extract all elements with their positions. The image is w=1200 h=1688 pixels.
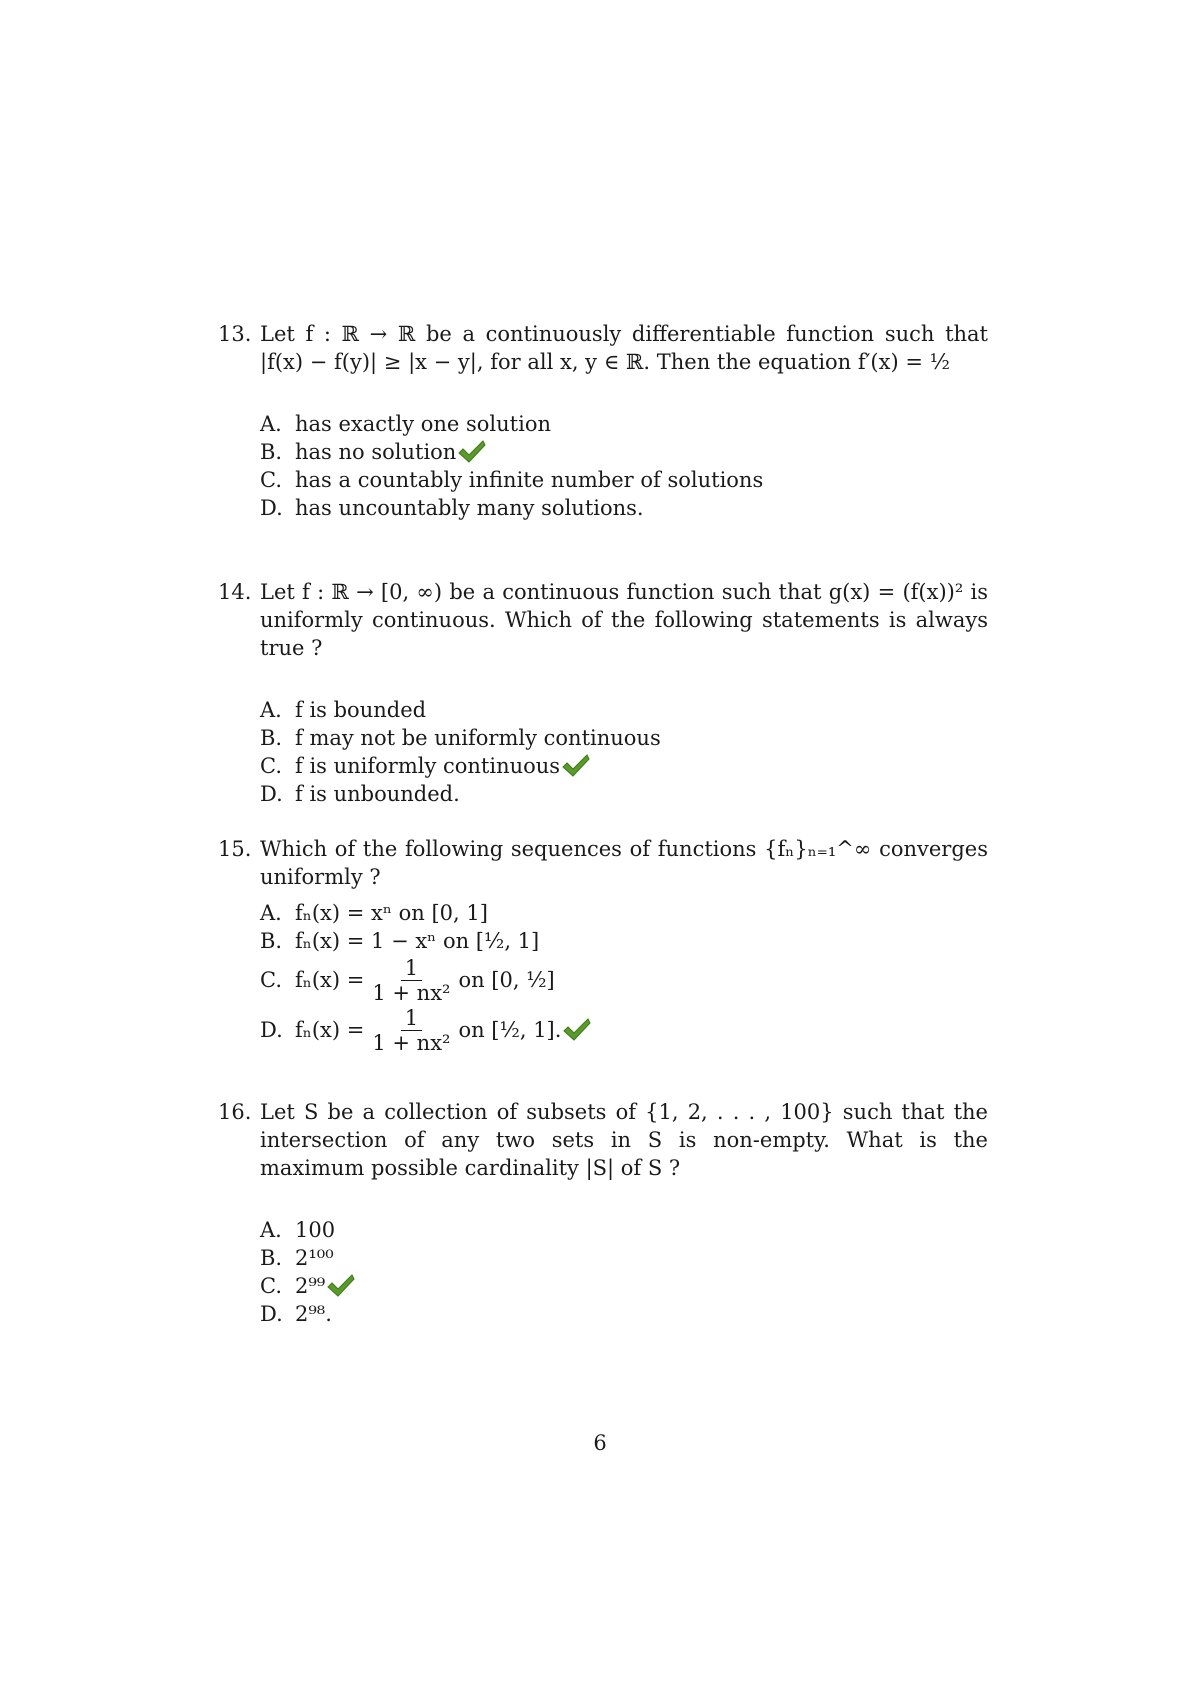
option-d[interactable]: D. fₙ(x) = $\frac{1}{\text{1 + nx²}}$ on [½, 1]. [260, 1005, 988, 1055]
question-15 [218, 835, 988, 1055]
question-number: 15. [218, 837, 252, 861]
option-a[interactable]: A. has exactly one solution [260, 412, 551, 436]
fraction: $\frac{1}{\text{1 + nx²}}$ [372, 1005, 451, 1055]
question-text: Let f : ℝ → ℝ be a continuously differentiable function such that |f(x) − f(y)| ≥ |x − y|, for all x, y ∈ ℝ. Then the equation f′(x) = ½ [260, 322, 988, 374]
checkmark-icon [326, 1273, 356, 1299]
option-a[interactable]: A. fₙ(x) = xⁿ on [0, 1] [260, 901, 488, 925]
question-text: Let f : ℝ → [0, ∞) be a continuous function such that g(x) = (f(x))² is uniformly continuous. Which of the following statements is always true ? [260, 580, 988, 660]
option-b[interactable]: B. 2¹⁰⁰ [260, 1246, 334, 1270]
question-14 [218, 578, 988, 808]
option-b[interactable]: B. has no solution [260, 438, 988, 466]
option-a[interactable]: A. 100 [260, 1218, 336, 1242]
options-list [260, 410, 988, 522]
options-list [260, 1216, 988, 1328]
option-b[interactable]: B. f may not be uniformly continuous [260, 726, 661, 750]
checkmark-icon [562, 1017, 592, 1043]
question-16 [218, 1098, 988, 1328]
fraction: $\frac{1}{\text{1 + nx²}}$ [372, 955, 451, 1005]
options-list [260, 899, 988, 1055]
question-number: 14. [218, 580, 252, 604]
options-list [260, 696, 988, 808]
option-c[interactable]: C. fₙ(x) = $\frac{1}{\text{1 + nx²}}$ on [0, ½] [260, 955, 555, 1005]
question-text: Let S be a collection of subsets of {1, 2, . . . , 100} such that the intersection of any two sets in S is non-empty. What is the maximum possible cardinality |S| of S ? [260, 1100, 988, 1180]
option-a[interactable]: A. f is bounded [260, 698, 427, 722]
option-d[interactable]: D. f is unbounded. [260, 782, 460, 806]
question-text: Which of the following sequences of functions {fₙ}ₙ₌₁^∞ converges uniformly ? [260, 837, 988, 889]
checkmark-icon [457, 439, 487, 465]
option-d[interactable]: D. 2⁹⁸. [260, 1302, 332, 1326]
option-b[interactable]: B. fₙ(x) = 1 − xⁿ on [½, 1] [260, 929, 540, 953]
option-c[interactable]: C. f is uniformly continuous [260, 752, 988, 780]
checkmark-icon [561, 753, 591, 779]
question-13 [218, 320, 988, 522]
option-c[interactable]: C. 2⁹⁹ [260, 1272, 988, 1300]
option-c[interactable]: C. has a countably infinite number of solutions [260, 468, 764, 492]
option-d[interactable]: D. has uncountably many solutions. [260, 496, 644, 520]
question-number: 16. [218, 1100, 252, 1124]
page-number: 6 [593, 1431, 607, 1455]
question-number: 13. [218, 322, 252, 346]
